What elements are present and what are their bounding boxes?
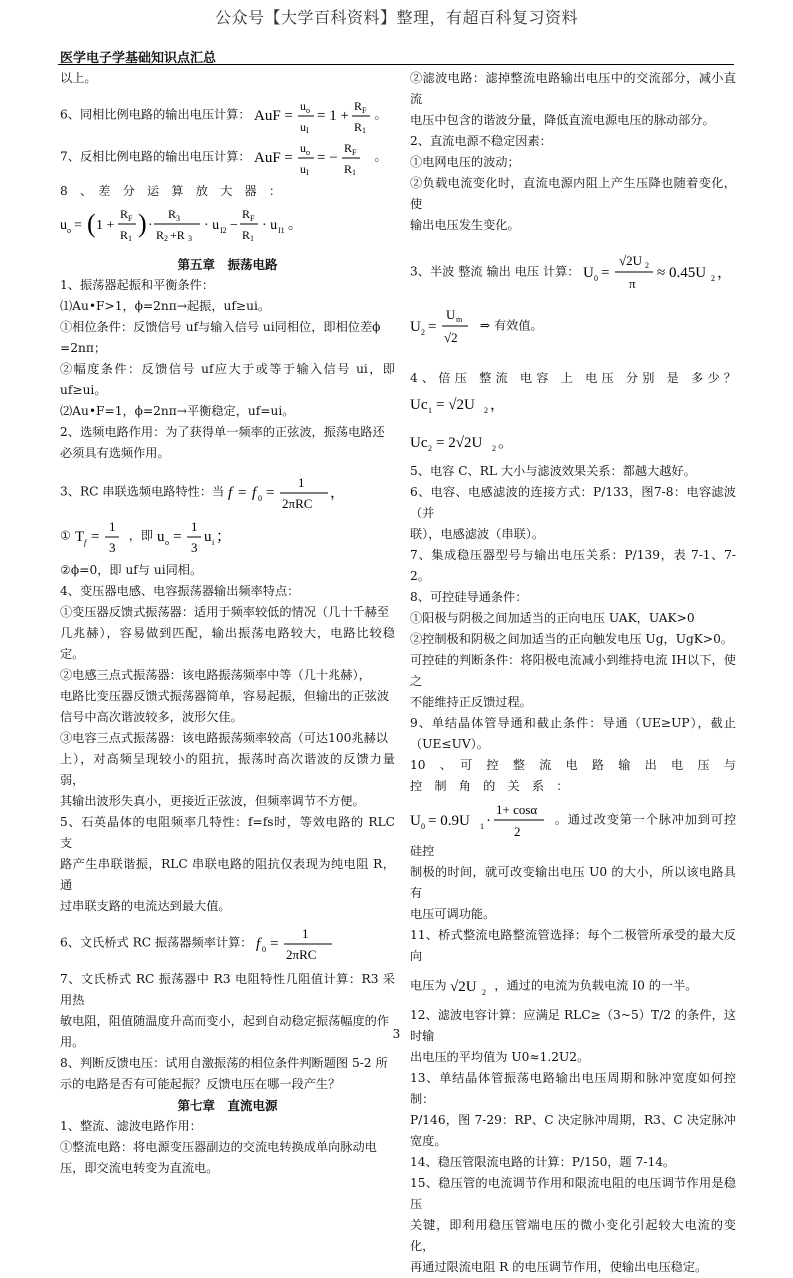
text-line: ②幅度条件：反馈信号 uf应大于或等于输入信号 ui，即 uf≥ui。 <box>60 362 395 397</box>
svg-text:=: = <box>90 529 100 545</box>
svg-text:·: · <box>486 813 491 829</box>
text-line: 1、整流、滤波电路作用： <box>60 1119 202 1133</box>
svg-text:U: U <box>446 307 456 322</box>
svg-text:I1: I1 <box>278 226 285 235</box>
svg-text:1: 1 <box>128 234 132 243</box>
document-title: 医学电子学基础知识点汇总 <box>60 51 217 66</box>
svg-text:1: 1 <box>190 519 198 534</box>
text-line: 9、单结晶体管导通和截止条件：导通（UE≥UP），截止（UE≤UV）。 <box>410 716 736 751</box>
svg-text:U: U <box>410 813 421 829</box>
text-line: 敏电阻，阻值随温度升高而变小，起到自动稳定振荡幅度的作 <box>60 1014 390 1028</box>
svg-text:i: i <box>211 538 215 547</box>
text-line: ①阳极与阴极之间加适当的正向电压 UAK，UAK>0 <box>410 611 695 625</box>
svg-text:): ) <box>138 209 147 238</box>
text-line: 电路比变压器反馈式振荡器简单，容易起振，但输出的正弦波 <box>60 689 390 703</box>
text-line: 2、选频电路作用：为了获得单一频率的正弦波，振荡电路还 <box>60 425 385 439</box>
svg-text:Uc: Uc <box>410 397 428 413</box>
text-line: ②滤波电路：滤掉整流电路输出电压中的交流部分，减小直流 <box>410 71 736 106</box>
text-line: ②电感三点式振荡器：该电路振荡频率中等（几十兆赫）， <box>60 668 371 682</box>
text-line: 1、振荡器起振和平衡条件： <box>60 278 215 292</box>
svg-text:= −: = − <box>317 150 339 166</box>
svg-text:1: 1 <box>352 168 357 177</box>
item-3-rc-series: 3、RC 串联选频电路特性：当 f = f 0 = 1 2πRC ， <box>60 472 395 512</box>
right-column <box>410 68 749 1278</box>
svg-text:≈ 0.45U: ≈ 0.45U <box>657 265 707 281</box>
text-line: 4、变压器电感、电容振荡器输出频率特点： <box>60 584 300 598</box>
svg-text:R: R <box>156 228 165 242</box>
header-rule <box>58 64 734 65</box>
svg-text:，: ， <box>330 485 346 501</box>
text-line: 制极的时间，就可改变输出电压 U0 的大小，所以该电路具有 <box>410 865 736 900</box>
svg-text:2: 2 <box>645 261 650 270</box>
text-line: 可控硅的判断条件：将阳极电流减小到维持电流 IH以下，使之 <box>410 653 736 688</box>
svg-text:U: U <box>583 265 595 281</box>
svg-text:R: R <box>354 99 363 113</box>
text-line: 输出电压发生变化。 <box>410 218 520 232</box>
text-line: 8、判断反馈电压：试用自激振荡的相位条件判断题图 5-2 所 <box>60 1056 388 1070</box>
text-line: 11、桥式整流电路整流管选择：每个二极管所承受的最大反向 <box>410 928 736 963</box>
svg-text:o: o <box>164 538 169 547</box>
svg-text:F: F <box>362 106 367 115</box>
formula-differential <box>60 202 395 246</box>
svg-text:R: R <box>344 162 353 176</box>
text-line: 压，即交流电转变为直流电。 <box>60 1161 219 1175</box>
formula-wien-frequency <box>256 923 346 963</box>
svg-text:f: f <box>83 538 87 547</box>
svg-text:u: u <box>60 218 67 233</box>
text-line: 14、稳压管限流电路的计算：P/150，题 7-14。 <box>410 1155 676 1169</box>
svg-text:2: 2 <box>492 444 496 453</box>
svg-text:1: 1 <box>302 926 309 941</box>
svg-text:F: F <box>128 214 133 223</box>
svg-text:1 +: 1 + <box>96 218 115 233</box>
text-line: 必须具有选频作用。 <box>60 446 170 460</box>
svg-text:1: 1 <box>428 406 432 415</box>
svg-text:3: 3 <box>188 234 192 243</box>
formula-halfwave-output <box>583 250 733 294</box>
svg-text:1: 1 <box>250 234 254 243</box>
svg-text:· u: · u <box>204 218 220 233</box>
item-3-halfwave: 3、半波 整流 输出 电压 计算： U 0 = √2U 2 π ≈ 0.45U 2 ， <box>410 250 736 294</box>
svg-text:m: m <box>456 315 463 324</box>
text-line: 5、电容 C、RL 大小与滤波效果关系：都越大越好。 <box>410 464 696 478</box>
svg-text:0: 0 <box>594 274 599 283</box>
svg-text:T: T <box>74 529 84 545</box>
svg-text:R: R <box>168 207 177 221</box>
formula-rms-value <box>410 304 476 348</box>
item-7-inverting: 7、反相比例电路的输出电压计算： AuF = u o u I = − R F R 1 。 <box>60 137 395 177</box>
svg-text:1: 1 <box>362 126 367 135</box>
text-line: 上），对高频呈现较小的阻抗，振荡时高次谐波的反馈力量弱， <box>60 752 395 787</box>
svg-text:f: f <box>228 485 233 501</box>
svg-text:F: F <box>352 148 357 157</box>
formula-rc-frequency <box>228 472 346 512</box>
text-line: 13、单结晶体管振荡电路输出电压周期和脉冲宽度如何控制： <box>410 1071 736 1106</box>
text-line: 不能维持正反馈过程。 <box>410 695 532 709</box>
svg-text:√2: √2 <box>444 330 458 345</box>
text-line: 7、集成稳压器型号与输出电压关系：P/139，表 7-1、7-2。 <box>410 548 736 583</box>
svg-text:2: 2 <box>514 824 521 839</box>
svg-text:= √2U: = √2U <box>436 397 475 413</box>
text-line: ①电网电压的波动； <box>410 155 520 169</box>
svg-text:= 0.9U: = 0.9U <box>428 813 470 829</box>
formula-transfer-ratio <box>75 516 125 556</box>
svg-text:R: R <box>242 228 251 242</box>
text-line: 5、石英晶体的电阻频率几特性：f=fs时，等效电路的 RLC 支 <box>60 815 395 850</box>
text-line: 过串联支路的电流达到最大值。 <box>60 899 231 913</box>
svg-text:u: u <box>300 141 307 155</box>
svg-text:π: π <box>629 276 636 291</box>
svg-text:2πRC: 2πRC <box>282 496 313 511</box>
svg-text:3: 3 <box>190 540 198 555</box>
svg-text:u: u <box>300 162 307 176</box>
svg-text:=: = <box>266 485 275 501</box>
formula-uc2 <box>410 427 520 457</box>
item-3-ratio: ① T f = 1 3 ，即 u o = 1 3 u i ； <box>60 516 395 556</box>
item-8-differential: 8 、 差 分 运 算 放 大 器 ： <box>60 184 282 198</box>
text-line: 出电压的平均值为 U0≈1.2U2。 <box>410 1050 590 1064</box>
svg-text:=: = <box>601 265 610 281</box>
svg-text:+R: +R <box>170 228 185 242</box>
text-line: P/146，图 7-29：RP、C 决定脉冲周期，R3、C 决定脉冲宽度。 <box>410 1113 736 1148</box>
item-4-voltage-doubler: 4、倍压 整流 电容 上 电压 分别 是 多少？ Uc 1 = √2U 2 ， <box>410 368 736 419</box>
text-line: 用。 <box>60 1035 85 1049</box>
svg-text:2πRC: 2πRC <box>286 947 317 962</box>
svg-text:，: ， <box>717 265 733 281</box>
text-line: 电压中包含的谐波分量，降低直流电源电压的脉动部分。 <box>410 113 715 127</box>
svg-text:R: R <box>344 141 353 155</box>
svg-text:2: 2 <box>711 274 716 283</box>
header-banner: 公众号【大学百科资料】整理，有超百科复习资料 <box>214 8 578 27</box>
svg-text:·: · <box>148 218 153 233</box>
svg-text:2: 2 <box>164 234 168 243</box>
svg-text:f: f <box>252 485 257 501</box>
formula-inverting-gain <box>254 137 374 177</box>
svg-text:R: R <box>242 207 251 221</box>
text-line: 2、直流电源不稳定因素： <box>410 134 552 148</box>
svg-text:u: u <box>300 99 307 113</box>
svg-text:0: 0 <box>262 945 267 954</box>
text-line: ②负载电流变化时，直流电源内阻上产生压降也随着变化，使 <box>410 176 736 211</box>
svg-text:1+ cosα: 1+ cosα <box>496 802 538 817</box>
chapter-5-heading: 第五章 振荡电路 <box>177 257 278 272</box>
item-11-bridge: 电压为 √2U 2 ，通过的电流为负载电流 I0 的一半。 <box>410 973 736 999</box>
svg-text:；: ； <box>215 529 231 545</box>
formula-noninverting-gain <box>254 95 374 135</box>
formula-bridge-reverse-voltage <box>450 973 490 999</box>
text-line: ①变压器反馈式振荡器：适用于频率较低的情况（几十千赫至 <box>60 605 390 619</box>
text-line: 几兆赫），容易做到匹配，输出振荡电路较大，电路比较稳定。 <box>60 626 395 661</box>
text-line: ⑴Au•F>1，ϕ=2nπ→起振，uf≥ui。 <box>60 299 271 313</box>
svg-text:=: = <box>238 485 247 501</box>
chapter-7-heading: 第七章 直流电源 <box>177 1098 278 1113</box>
text-line: 电压可调功能。 <box>410 907 496 921</box>
text-line: 路产生串联谐振，RLC 串联电路的阻抗仅表现为纯电阻 R，通 <box>60 857 395 892</box>
text-line: 7、文氏桥式 RC 振荡器中 R3 电阻特性几阻值计算：R3 采用热 <box>60 972 395 1007</box>
left-column <box>60 68 395 1179</box>
svg-text:= 1 +: = 1 + <box>317 108 350 124</box>
svg-text:3: 3 <box>108 540 116 555</box>
svg-text:Uc: Uc <box>410 435 428 451</box>
svg-text:· u: · u <box>262 218 278 233</box>
text-line: 6、电容、电感滤波的连接方式：P/133，图7-8：电容滤波（并 <box>410 485 736 520</box>
item-10-controlled-rectifier: U 0 = 0.9U 1 · 1+ cosα 2 。通过改变第一个脉冲加到可控硅控 <box>410 799 736 862</box>
text-line: ①相位条件：反馈信号 uf与输入信号 ui同相位，即相位差ϕ <box>60 320 381 334</box>
svg-text:0: 0 <box>258 494 263 503</box>
svg-text:。: 。 <box>288 218 302 233</box>
item-4-uc2 <box>410 427 736 457</box>
text-line: 示的电路是否有可能起振？反馈电压在哪一段产生？ <box>60 1077 341 1091</box>
text-line: 12、滤波电容计算：应满足 RLC≥（3~5）T/2 的条件，这时输 <box>410 1008 736 1043</box>
svg-text:u: u <box>203 529 212 545</box>
svg-text:R: R <box>120 228 129 242</box>
svg-text:o: o <box>306 148 311 157</box>
svg-text:= 2√2U: = 2√2U <box>436 435 483 451</box>
svg-text:√2U: √2U <box>619 253 643 268</box>
svg-text:=: = <box>74 218 82 233</box>
svg-text:0: 0 <box>421 822 425 831</box>
svg-text:f: f <box>256 936 261 952</box>
svg-text:I: I <box>306 126 310 135</box>
svg-text:2: 2 <box>428 444 432 453</box>
svg-text:R: R <box>354 120 363 134</box>
svg-text:u: u <box>156 529 165 545</box>
svg-text:1: 1 <box>108 519 116 534</box>
text-line: 8、可控硅导通条件： <box>410 590 528 604</box>
svg-text:o: o <box>306 106 311 115</box>
svg-text:(: ( <box>87 209 96 238</box>
svg-text:1: 1 <box>480 822 484 831</box>
svg-text:R: R <box>120 207 129 221</box>
text-line: 信号中高次谐波较多，波形欠佳。 <box>60 710 243 724</box>
page-number: 3 <box>392 1027 401 1041</box>
svg-text:u: u <box>300 120 307 134</box>
svg-text:F: F <box>250 214 255 223</box>
text-line: 再通过限流电阻 R 的电压调节作用，使输出电压稳定。 <box>410 1260 708 1274</box>
svg-text:AuF =: AuF = <box>254 150 294 166</box>
text-line: 10 、 可 控 整 流 电 路 输 出 电 压 与 控 制 角 的 关 系 ： <box>410 758 749 793</box>
text-line: =2nπ； <box>60 341 107 355</box>
svg-text:o: o <box>67 226 71 235</box>
text-line: ⑵Au•F=1，ϕ=2nπ→平衡稳定，uf=ui。 <box>60 404 295 418</box>
formula-uc1 <box>410 389 506 419</box>
svg-text:=: = <box>172 529 182 545</box>
svg-text:，: ， <box>490 397 506 413</box>
svg-text:I2: I2 <box>220 226 227 235</box>
text-line: 关键，即利用稳压管端电压的微小变化引起较大电流的变化， <box>410 1218 736 1253</box>
svg-text:2: 2 <box>484 406 488 415</box>
text-line: ②控制极和阴极之间加适当的正向触发电压 Ug，UgK>0。 <box>410 632 734 646</box>
formula-output-ratio <box>156 516 231 556</box>
svg-text:I: I <box>306 168 310 177</box>
svg-text:2: 2 <box>421 328 425 337</box>
text-line: 15、稳压管的电流调节作用和限流电阻的电压调节作用是稳压 <box>410 1176 736 1211</box>
svg-text:√2U: √2U <box>450 979 478 995</box>
svg-text:=: = <box>270 936 279 952</box>
svg-text:−: − <box>230 218 238 233</box>
formula-controlled-rectifier <box>410 799 550 841</box>
item-6-noninverting: 6、同相比例电路的输出电压计算： AuF = u o u I = 1 + R F R 1 。 <box>60 95 395 135</box>
item-6-wien-bridge: 6、文氏桥式 RC 振荡器频率计算： f 0 = 1 2πRC <box>60 923 395 963</box>
item-3-rms: U 2 = U m √2 ⇒ 有效值。 <box>410 304 736 348</box>
text-line: 联），电感滤波（串联）。 <box>410 527 545 541</box>
svg-text:2: 2 <box>482 988 487 997</box>
text-line: 以上。 <box>60 71 97 85</box>
text-line: 其输出波形失真小，更接近正弦波，但频率调节不方便。 <box>60 794 365 808</box>
svg-text:1: 1 <box>298 475 305 490</box>
svg-text:AuF =: AuF = <box>254 108 294 124</box>
text-line: ③电容三点式振荡器：该电路振荡频率较高（可达100兆赫以 <box>60 731 388 745</box>
svg-text:U: U <box>410 319 421 335</box>
svg-text:。: 。 <box>498 435 514 451</box>
svg-text:=: = <box>428 319 437 335</box>
text-line: ②ϕ=0，即 uf与 ui同相。 <box>60 563 203 577</box>
svg-text:3: 3 <box>176 214 180 223</box>
text-line: ①整流电路：将电源变压器副边的交流电转换成单向脉动电 <box>60 1140 377 1154</box>
